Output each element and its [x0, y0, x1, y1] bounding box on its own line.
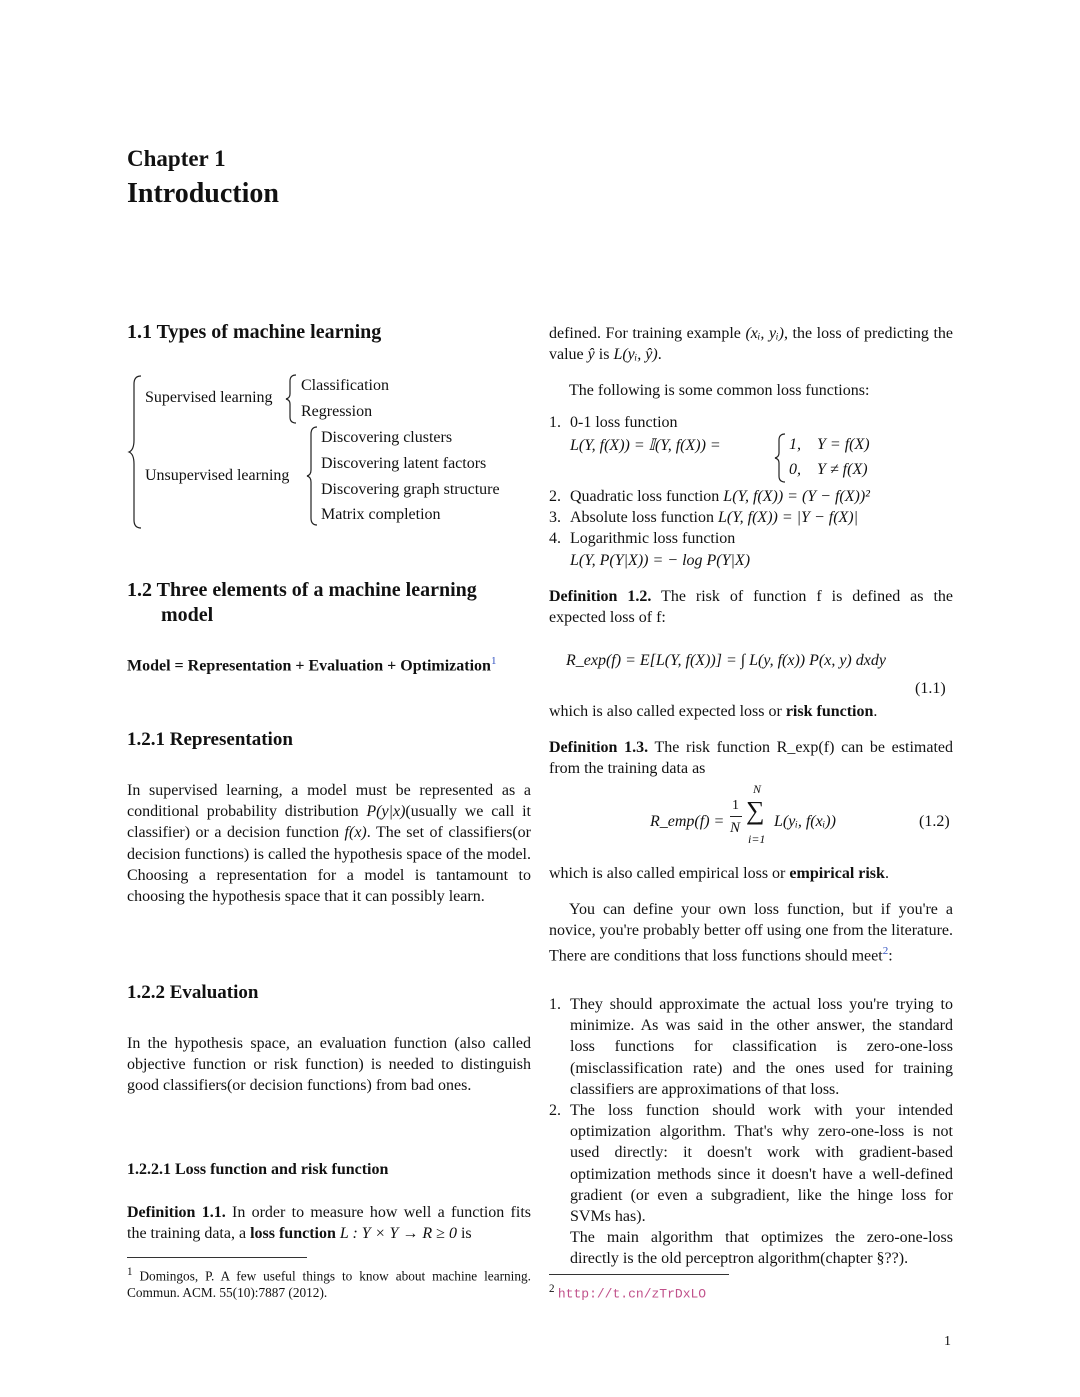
- list-item: 2. Quadratic loss function L(Y, f(X)) = (Y − f(X))²: [549, 488, 870, 505]
- list-item: 1. 0-1 loss function L(Y, f(X)) = 𝕀(Y, f(X)) = 1, Y = f(X) 0, Y ≠ f(X): [549, 412, 953, 486]
- supervised-brace-icon: [284, 374, 298, 424]
- unsupervised-label: Unsupervised learning: [145, 467, 290, 484]
- list-item-continuation: The main algorithm that optimizes the zero-one-loss directly is the old perceptron algorithm(chapter §??).: [570, 1229, 953, 1268]
- regression-item: Regression: [301, 403, 373, 420]
- footnote-ref-2[interactable]: 2: [882, 945, 889, 958]
- equation-1-1: R_exp(f) = E[L(Y, f(X))] = ∫ L(y, f(x)) P(x, y) dxdy: [566, 652, 886, 669]
- footnote-divider-2: [549, 1274, 729, 1275]
- page-number: 1: [944, 1334, 951, 1349]
- latent-factors-item: Discovering latent factors: [321, 455, 487, 472]
- conditions-list: [549, 994, 953, 1270]
- clusters-item: Discovering clusters: [321, 429, 453, 446]
- matrix-completion-item: Matrix completion: [321, 506, 441, 523]
- classification-item: Classification: [301, 377, 389, 394]
- cases-brace-icon: [773, 433, 787, 483]
- outer-brace-icon: [127, 374, 147, 530]
- equation-1-1-number: (1.1): [915, 680, 946, 697]
- equation-1-2-number: (1.2): [919, 813, 950, 830]
- list-item: 2. The loss function should work with your intended optimization algorithm. That's why zero-one-loss is not used directly: it doesn't work with gradient-based optimization methods since it doesn't have a well-defined gradient (or even a subgradient, like the hinge loss for SVMs has).: [549, 1102, 953, 1226]
- section-1-2-heading: 1.2 Three elements of a machine learning model: [127, 579, 477, 626]
- empirical-risk-note: which is also called empirical loss or empirical risk.: [549, 865, 889, 882]
- expected-loss-note: which is also called expected loss or risk function.: [549, 703, 878, 720]
- footnote-2: $^2$ http://t.cn/zTrDxLO: [549, 1283, 707, 1302]
- definition-1-3: Definition 1.3. The risk function R_exp(f) can be estimated from the training data as: [549, 739, 953, 778]
- footnote-link[interactable]: http://t.cn/zTrDxLO: [557, 1286, 707, 1302]
- section-1-1-heading: 1.1 Types of machine learning: [127, 321, 382, 343]
- evaluation-paragraph: In the hypothesis space, an evaluation function (also called objective function or risk function) is needed to distinguish good classifiers(or decision functions) from bad ones.: [127, 1035, 531, 1095]
- representation-paragraph: In supervised learning, a model must be represented as a conditional probability distribution P(y|x)(usually we call it classifier) or a decision function f(x). The set of classifiers(or decision functions) is called the hypothesis space of the model. Choosing a representation for a model is tantamount to choosing the hypothesis space that it can possibly learn.: [127, 782, 531, 906]
- loss-definition-continued: defined. For training example (xᵢ, yᵢ), the loss of predicting the value ŷ is L(yᵢ, ŷ).: [549, 325, 954, 364]
- chapter-label: Chapter 1: [127, 146, 226, 171]
- model-equation: Model = Representation + Evaluation + Optimization$^1$: [127, 655, 497, 675]
- section-1-2-2-1-heading: 1.2.2.1 Loss function and risk function: [127, 1161, 389, 1178]
- list-item: 1. They should approximate the actual loss you're trying to minimize. As was said in the other answer, the standard loss functions for classification is zero-one-loss (misclassification rate) and the ones used for training classifiers are approximations of that loss.: [549, 996, 953, 1098]
- loss-functions-intro: The following is some common loss functions:: [569, 382, 870, 399]
- footnote-1: $^1$ Domingos, P. A few useful things to know about machine learning. Commun. ACM. 55(10):7887 (2012).: [127, 1266, 531, 1301]
- loss-function-list: [549, 412, 953, 571]
- list-item: 4. Logarithmic loss function L(Y, P(Y|X)) = − log P(Y|X): [549, 530, 751, 569]
- unsupervised-brace-icon: [305, 426, 319, 526]
- equation-1-2: R_emp(f) = 1 N N ∑ i=1 L(yᵢ, f(xᵢ)): [650, 782, 836, 846]
- footnote-ref-1[interactable]: 1: [490, 655, 497, 667]
- ml-types-tree: [127, 374, 527, 530]
- section-1-2-1-heading: 1.2.1 Representation: [127, 729, 293, 750]
- supervised-label: Supervised learning: [145, 389, 273, 406]
- chapter-title: Introduction: [127, 178, 279, 209]
- graph-structure-item: Discovering graph structure: [321, 481, 500, 498]
- footnote-divider: [127, 1257, 307, 1258]
- definition-1-1: Definition 1.1. In order to measure how well a function fits the training data, a loss function L : Y × Y → R ≥ 0 is: [127, 1204, 531, 1243]
- section-1-2-2-heading: 1.2.2 Evaluation: [127, 982, 259, 1003]
- loss-conditions-paragraph: You can define your own loss function, but if you're a novice, you're probably better off using one from the literature. There are conditions that loss functions should meet$^2$:: [549, 901, 953, 965]
- list-item: 3. Absolute loss function L(Y, f(X)) = |Y − f(X)|: [549, 509, 859, 527]
- definition-1-2: Definition 1.2. The risk of function f is defined as the expected loss of f:: [549, 588, 953, 627]
